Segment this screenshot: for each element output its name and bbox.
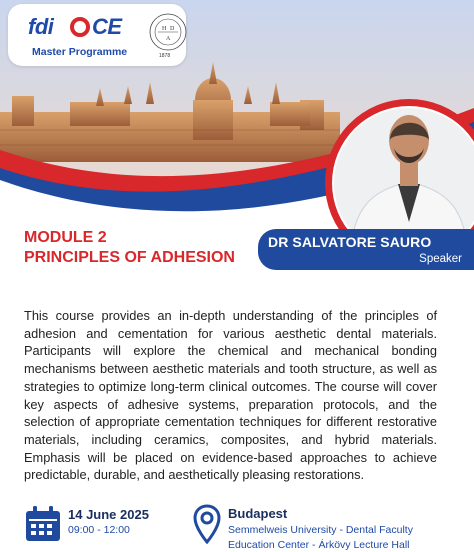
module-number: MODULE 2 <box>24 229 107 246</box>
seal-year: 1878 <box>159 53 171 59</box>
speaker-bar <box>258 229 474 270</box>
course-description: This course provides an in-depth understanding of the principles of adhesion and cementation for various aesthetic dental materials. Participants will explore the chemical and mechanical bonding mechanisms between aesthetic materials and tooth structure, as well as strategies to optimize long-term clinical outcomes. The course will cover key aspects of adhesive systems, preparation protocols, and the selection of appropriate cementation techniques for different restorative materials, including ceramics, composites, and hybrid materials. Emphasis will be placed on evidence-based approaches to achieve predictable, durable, and aesthetically pleasing restorations. <box>24 308 437 483</box>
venue-line-2: Education Center - Árkövy Lecture Hall <box>228 539 410 551</box>
brand-prefix: fdi <box>28 14 54 39</box>
brand-suffix: CE <box>92 14 122 39</box>
seal-letter-d: D <box>170 26 175 32</box>
speaker-role: Speaker <box>419 253 462 265</box>
location-pin-icon <box>193 504 221 544</box>
hda-seal-icon <box>148 10 188 60</box>
seal-letter-a: A <box>166 36 171 42</box>
module-title <box>24 228 235 268</box>
venue-line-1: Semmelweis University - Dental Faculty <box>228 524 413 536</box>
event-city: Budapest <box>228 506 288 521</box>
fdi-ring-icon <box>69 16 91 38</box>
event-date: 14 June 2025 <box>68 507 149 522</box>
speaker-name: DR SALVATORE SAURO <box>268 234 432 250</box>
event-time: 09:00 - 12:00 <box>68 524 130 536</box>
seal-letter-h: H <box>162 26 167 32</box>
logo-card <box>8 4 186 66</box>
calendar-icon <box>24 505 62 543</box>
module-subject: PRINCIPLES OF ADHESION <box>24 249 235 266</box>
programme-label: Master Programme <box>32 46 128 58</box>
